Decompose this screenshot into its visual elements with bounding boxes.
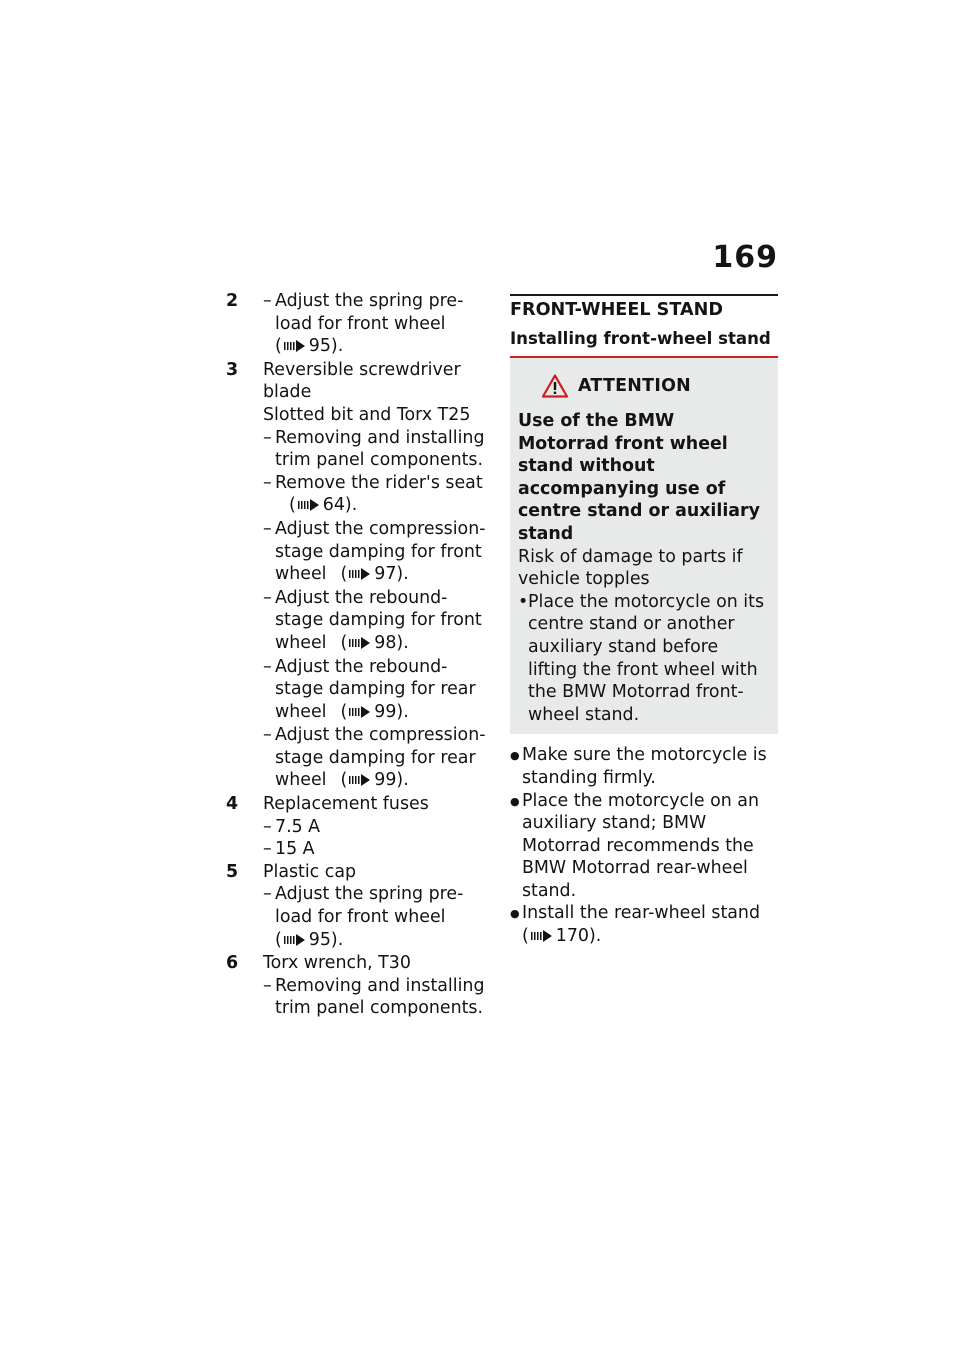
tool-list — [226, 290, 488, 1020]
tool-usage-line — [263, 883, 488, 952]
page-reference-arrow-icon — [531, 926, 553, 949]
section-title: FRONT-WHEEL STAND — [510, 300, 723, 320]
tool-usage-text: Adjust the rebound-stage damping for rear wheel — [275, 656, 476, 722]
instruction-item — [510, 744, 778, 789]
page-number: 169 — [712, 240, 778, 275]
page-reference-number: 99). — [374, 770, 409, 791]
tool-usage-line — [263, 587, 488, 656]
page-reference-arrow-icon — [349, 770, 371, 793]
warning-triangle-icon — [542, 374, 568, 398]
tool-item — [226, 952, 488, 1020]
page-reference[interactable]: ( 97). — [340, 564, 408, 584]
attention-bullet: • Place the motorcycle on its centre stand or another auxiliary stand before lifting the front wheel with the BMW Motorrad front-wheel stand. — [518, 591, 770, 727]
page-reference-number: 95). — [308, 929, 344, 950]
tool-usage-line — [263, 427, 488, 472]
tool-item — [226, 290, 488, 359]
tool-usage-text: Removing and installing trim panel components. — [275, 427, 485, 471]
tool-item-number: 4 — [226, 794, 239, 815]
tool-item — [226, 861, 488, 952]
instruction-text: Make sure the motorcycle is standing firmly. — [522, 745, 767, 788]
front-wheel-stand-section — [510, 294, 778, 949]
tool-usage-line — [263, 975, 488, 1020]
attention-header — [518, 374, 770, 398]
page-reference[interactable]: ( 95). — [275, 930, 343, 950]
page-reference-arrow-icon — [284, 930, 306, 953]
tool-usage-line — [263, 472, 488, 518]
page-reference[interactable]: ( 64). — [289, 495, 357, 515]
instruction-item — [510, 902, 778, 948]
page-reference-number: 95). — [308, 336, 344, 357]
tool-usage-line — [263, 724, 488, 793]
tool-item-number: 6 — [226, 953, 239, 974]
page-reference-arrow-icon — [298, 495, 320, 518]
tool-item-description: Plastic cap — [263, 861, 357, 882]
tool-usage-line — [263, 816, 488, 839]
page-reference[interactable]: ( 99). — [340, 702, 408, 722]
page-reference-arrow-icon — [349, 564, 371, 587]
section-rule — [510, 294, 778, 296]
page-reference[interactable]: ( 95). — [275, 336, 343, 356]
page-reference[interactable]: ( 170). — [522, 926, 601, 946]
attention-box — [510, 358, 778, 734]
page-reference-number: 98). — [374, 632, 409, 653]
tool-usage-text: Adjust the spring pre-load for front wheel — [275, 884, 464, 928]
tool-usage-text: 7.5 A — [275, 816, 321, 837]
attention-label: ATTENTION — [578, 375, 692, 396]
instruction-list — [510, 744, 778, 948]
tool-item-description: Replacement fuses — [263, 794, 429, 815]
tool-usage-line — [263, 290, 488, 359]
section-subtitle: Installing front-wheel stand — [510, 329, 771, 348]
tool-item-number: 2 — [226, 291, 239, 311]
attention-title: Use of the BMW Motorrad front wheel stand without accompanying use of centre stand or auxiliary stand — [518, 411, 760, 544]
tool-item-description: Torx wrench, T30 — [263, 953, 411, 974]
tool-usage-text: Adjust the rebound-stage damping for front wheel — [275, 587, 482, 653]
tool-item-number: 3 — [226, 359, 239, 380]
instruction-text: Install the rear-wheel stand — [522, 903, 760, 924]
page-reference[interactable]: ( 98). — [340, 633, 408, 653]
page-reference-number: 99). — [374, 701, 409, 722]
tool-usage-line — [263, 838, 488, 861]
tool-usage-line — [263, 656, 488, 725]
tool-usage-text: Removing and installing trim panel components. — [275, 975, 485, 1019]
tool-item — [226, 793, 488, 861]
tool-usage-text: Remove the rider's seat — [275, 472, 483, 493]
tool-usage-line — [263, 518, 488, 587]
page-reference-number: 170). — [555, 926, 602, 947]
tool-item — [226, 359, 488, 793]
page-reference-arrow-icon — [349, 702, 371, 725]
tool-usage-text: 15 A — [275, 839, 315, 860]
attention-text: Risk of damage to parts if vehicle topples — [518, 546, 743, 590]
instruction-item — [510, 790, 778, 903]
tool-item-number: 5 — [226, 861, 239, 882]
page-reference[interactable]: ( 99). — [340, 770, 408, 790]
tool-item-description: Slotted bit and Torx T25 — [263, 404, 471, 425]
tool-usage-text: Adjust the spring pre-load for front wheel — [275, 291, 464, 334]
instruction-text: Place the motorcycle on an auxiliary stand; BMW Motorrad recommends the BMW Motorrad rear-wheel stand. — [522, 790, 759, 901]
page-reference-number: 97). — [374, 564, 409, 585]
page-reference-arrow-icon — [284, 336, 306, 359]
page-reference-number: 64). — [322, 495, 358, 516]
page-reference-arrow-icon — [349, 633, 371, 656]
tool-usage-text: Adjust the compression-stage damping for front wheel — [275, 518, 486, 585]
tool-usage-text: Adjust the compression-stage damping for rear wheel — [275, 725, 486, 791]
tool-item-description: Reversible screwdriver blade — [263, 359, 461, 403]
